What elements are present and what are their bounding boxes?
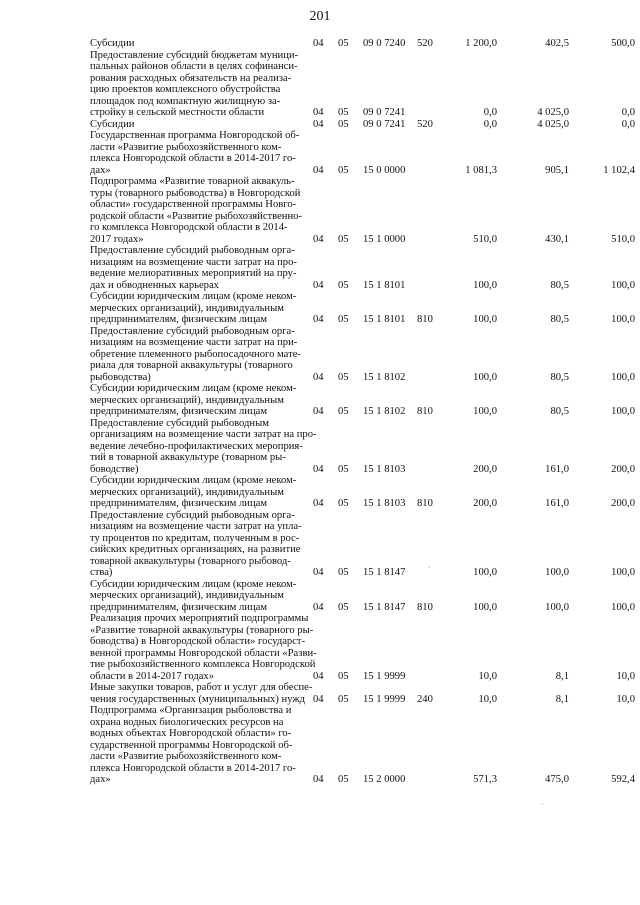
cell-v1: 0,0 [483,118,497,130]
cell-v1: 10,0 [478,693,497,705]
cell-rz: 04 [313,314,324,325]
item-name-line: Субсидии [90,118,135,130]
cell-v2: 8,1 [555,693,569,705]
cell-rz: 04 [313,371,324,383]
cell-vr: 520 [417,38,433,49]
cell-pr: 05 [338,693,349,705]
cell-v2: 80,5 [550,279,569,291]
item-name-line: мерческих организаций), индивидуальным [90,394,284,406]
item-name-line: мерческих организаций), индивидуальным [90,302,284,314]
cell-rz: 04 [313,279,324,291]
item-name-line: 2017 годах» [90,233,144,245]
item-name-line: ведение лечебно-профилактических мероприя- [90,440,303,452]
item-name-line: дах» [90,774,111,785]
table-row [0,510,640,579]
item-name-line: предпринимателям, физическим лицам [90,406,268,417]
item-name-line: риала для товарной аквакультуры (товарного [90,360,293,371]
table-row [0,705,640,786]
cell-vr: 810 [417,314,433,325]
cell-pr: 05 [338,774,349,785]
item-name-line: ведение мелиоративных мероприятий на пру- [90,268,297,279]
cell-pr: 05 [338,164,349,176]
item-name-line: Иные закупки товаров, работ и услуг для обеспе- [90,682,313,693]
cell-rz: 04 [313,38,324,49]
item-name-line: рования расходных обязательств на реализа- [90,72,292,84]
cell-rz: 04 [313,693,324,705]
cell-csr: 15 1 8103 [363,498,406,509]
table-row [0,579,640,614]
row-cells [0,38,640,50]
cell-rz: 04 [313,774,324,785]
item-name-line: сударственной программы Новгородской об- [90,739,293,751]
cell-v2: 80,5 [550,371,569,383]
cell-v2: 402,5 [545,38,569,49]
cell-v1: 510,0 [473,233,497,245]
cell-rz: 04 [313,107,324,118]
item-name-line: Подпрограмма «Развитие товарной аквакуль- [90,176,295,187]
cell-pr: 05 [338,279,349,291]
item-name-line: низациям на возмещение части затрат на упла- [90,521,302,532]
cell-v3: 1 102,4 [603,164,635,176]
item-name-line: плекса Новгородской области в 2014-2017 го- [90,153,296,164]
cell-rz: 04 [313,463,324,475]
item-name-line: площадок под компактную жилищную за- [90,95,281,107]
item-name-line: цию проектов комплексного обустройства [90,84,281,95]
row-cells [0,314,640,326]
cell-csr: 15 1 9999 [363,693,406,705]
table-row [0,383,640,418]
table-row [0,682,640,705]
cell-v1: 100,0 [473,279,497,291]
item-name-line: стройку в сельской местности области [90,107,265,118]
cell-v1: 100,0 [473,601,497,613]
cell-v3: 200,0 [611,498,635,509]
table-row [0,613,640,682]
cell-v1: 100,0 [473,314,497,325]
item-name-line: охрана водных биологических ресурсов на [90,716,284,728]
item-name-line: предпринимателям, физическим лицам [90,601,268,613]
cell-pr: 05 [338,371,349,383]
cell-v2: 100,0 [545,567,569,578]
item-name-line: организациям на возмещение части затрат на про- [90,429,317,440]
cell-v3: 100,0 [611,601,635,613]
cell-csr: 09 0 7240 [363,38,406,49]
cell-v3: 592,4 [611,774,635,785]
cell-v1: 100,0 [473,567,497,578]
cell-rz: 04 [313,164,324,176]
cell-rz: 04 [313,670,324,682]
item-name-line: боводства) в Новгородской области» государст- [90,636,306,647]
row-cells [0,602,640,614]
item-name-line: мерческих организаций), индивидуальным [90,486,284,498]
cell-v3: 500,0 [611,38,635,49]
cell-pr: 05 [338,463,349,475]
row-cells [0,107,640,119]
row-cells [0,498,640,510]
table-row [0,130,640,176]
item-name-line: тие рыбохозяйственного комплекса Новгородской [90,659,316,670]
cell-v2: 475,0 [545,774,569,785]
item-name-line: дах и обводненных карьерах [90,279,219,291]
item-name-line: Субсидии [90,38,135,49]
item-name-line: Предоставление субсидий рыбоводным [90,417,269,429]
item-name-line: дах» [90,164,111,176]
cell-v2: 100,0 [545,601,569,613]
item-name-line: чения государственных (муниципальных) нужд [90,693,306,705]
cell-pr: 05 [338,314,349,325]
cell-v3: 100,0 [611,279,635,291]
cell-csr: 15 1 0000 [363,233,406,245]
row-cells [0,671,640,683]
cell-v2: 161,0 [545,498,569,509]
item-name-line: Субсидии юридическим лицам (кроме неком- [90,475,297,486]
cell-pr: 05 [338,107,349,118]
cell-pr: 05 [338,233,349,245]
cell-v2: 4 025,0 [537,118,569,130]
item-name-line: ту процентов по кредитам, полученным в рос- [90,532,300,544]
cell-csr: 15 1 8101 [363,279,406,291]
scan-speck: · [541,800,544,809]
cell-v3: 100,0 [611,371,635,383]
table-row [0,291,640,326]
page-number: 201 [309,9,331,24]
item-name-line: низациям на возмещение части затрат на при- [90,337,298,348]
cell-v1: 1 200,0 [465,38,497,49]
cell-rz: 04 [313,118,324,130]
cell-pr: 05 [338,118,349,130]
item-name-line: области в 2014-2017 годах» [90,670,215,682]
table-row [0,50,640,119]
item-name-line: Предоставление субсидий рыбоводным орга- [90,509,295,521]
cell-v1: 100,0 [473,371,497,383]
cell-v3: 200,0 [611,463,635,475]
row-cells [0,234,640,246]
cell-v1: 200,0 [473,463,497,475]
cell-v2: 4 025,0 [537,107,569,118]
item-name-line: «Развитие товарной аквакультуры (товарного ры- [90,624,314,636]
cell-csr: 09 0 7241 [363,107,406,118]
item-name-line: предпринимателям, физическим лицам [90,314,268,325]
cell-rz: 04 [313,567,324,578]
row-cells [0,372,640,384]
row-cells [0,694,640,706]
table-row [0,119,640,131]
cell-csr: 15 1 8102 [363,406,406,417]
cell-v2: 905,1 [545,164,569,176]
cell-v1: 200,0 [473,498,497,509]
item-name-line: тий в товарной аквакультуре (товарном ры- [90,452,286,463]
cell-rz: 04 [313,406,324,417]
scan-speck: · [428,563,431,572]
cell-v3: 0,0 [621,118,635,130]
row-cells [0,119,640,131]
cell-v2: 80,5 [550,314,569,325]
item-name-line: Подпрограмма «Организация рыболовства и [90,705,292,716]
item-name-line: туры (товарного рыбоводства) в Новгородской [90,187,301,199]
cell-pr: 05 [338,567,349,578]
cell-v2: 8,1 [555,670,569,682]
row-cells [0,567,640,579]
item-name-line: Предоставление субсидий рыбоводным орга- [90,245,295,256]
budget-table [0,38,640,786]
cell-vr: 810 [417,406,433,417]
cell-vr: 240 [417,693,433,705]
cell-csr: 15 1 8147 [363,567,406,578]
cell-pr: 05 [338,601,349,613]
cell-v1: 10,0 [478,670,497,682]
item-name-line: сийских кредитных организациях, на развитие [90,544,301,555]
table-row [0,326,640,384]
item-name-line: Государственная программа Новгородской об- [90,130,300,141]
cell-vr: 810 [417,601,433,613]
cell-v3: 100,0 [611,567,635,578]
cell-csr: 15 1 8101 [363,314,406,325]
item-name-line: предпринимателям, физическим лицам [90,498,268,509]
item-name-line: рыбоводства) [90,371,151,383]
item-name-line: обретение племенного рыбопосадочного мате- [90,348,301,360]
cell-csr: 09 0 7241 [363,118,406,130]
item-name-line: плекса Новгородской области в 2014-2017 го- [90,762,296,774]
cell-csr: 15 1 8102 [363,371,406,383]
item-name-line: Субсидии юридическим лицам (кроме неком- [90,291,297,302]
cell-rz: 04 [313,498,324,509]
row-cells [0,774,640,786]
cell-v1: 571,3 [473,774,497,785]
item-name-line: ласти «Развитие рыбохозяйственного ком- [90,141,282,153]
item-name-line: родской области «Развитие рыбохозяйственно- [90,210,302,222]
cell-v3: 100,0 [611,406,635,417]
item-name-line: Предоставление субсидий бюджетам муници- [90,49,299,61]
item-name-line: Субсидии юридическим лицам (кроме неком- [90,578,297,590]
item-name-line: мерческих организаций), индивидуальным [90,590,284,601]
item-name-line: товарной аквакультуры (товарного рыбовод- [90,555,291,567]
item-name-line: боводстве) [90,463,139,475]
row-cells [0,464,640,476]
cell-v3: 100,0 [611,314,635,325]
cell-pr: 05 [338,498,349,509]
item-name-line: Субсидии юридическим лицам (кроме неком- [90,383,297,394]
cell-v2: 80,5 [550,406,569,417]
cell-pr: 05 [338,38,349,49]
cell-v3: 10,0 [616,693,635,705]
table-row [0,176,640,245]
row-cells [0,406,640,418]
item-name-line: ласти «Развитие рыбохозяйственного ком- [90,751,282,762]
table-row [0,475,640,510]
table-row [0,245,640,291]
cell-v1: 100,0 [473,406,497,417]
cell-csr: 15 0 0000 [363,164,406,176]
cell-v2: 430,1 [545,233,569,245]
item-name-line: области» государственной программы Новго- [90,199,297,210]
row-cells [0,280,640,292]
cell-v2: 161,0 [545,463,569,475]
cell-vr: 810 [417,498,433,509]
cell-v1: 1 081,3 [465,164,497,176]
item-name-line: Реализация прочих мероприятий подпрограммы [90,613,309,624]
item-name-line: Предоставление субсидий рыбоводным орга- [90,325,295,337]
cell-v3: 510,0 [611,233,635,245]
item-name-line: пальных районов области в целях софинанси- [90,61,298,72]
cell-v1: 0,0 [483,107,497,118]
item-name-line: низациям на возмещение части затрат на про- [90,256,297,268]
item-name-line: водных объектах Новгородской области» го- [90,728,292,739]
cell-v3: 0,0 [621,107,635,118]
cell-v3: 10,0 [616,670,635,682]
cell-csr: 15 1 9999 [363,670,406,682]
item-name-line: го комплекса Новгородской области в 2014- [90,222,288,233]
item-name-line: венной программы Новгородской области «Разви- [90,647,317,659]
cell-csr: 15 1 8103 [363,463,406,475]
table-row [0,418,640,476]
cell-rz: 04 [313,601,324,613]
item-name-line: ства) [90,567,113,578]
table-row [0,38,640,50]
cell-rz: 04 [313,233,324,245]
cell-vr: 520 [417,118,433,130]
cell-csr: 15 2 0000 [363,774,406,785]
cell-pr: 05 [338,670,349,682]
row-cells [0,165,640,177]
cell-csr: 15 1 8147 [363,601,406,613]
cell-pr: 05 [338,406,349,417]
